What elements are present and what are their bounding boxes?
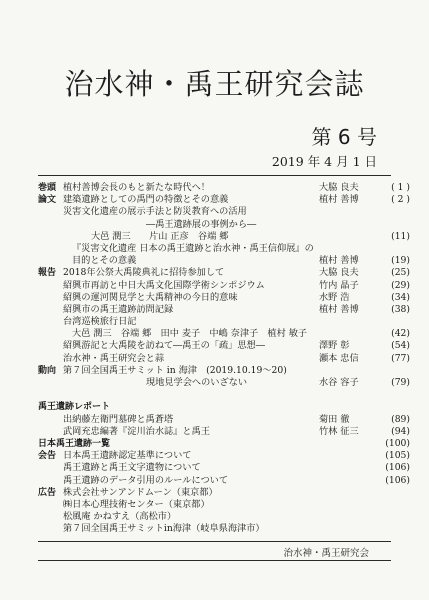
toc-category: 動向: [38, 365, 57, 376]
footer-rule-top: [38, 541, 391, 542]
top-rule: [38, 175, 391, 176]
toc-page: (29): [391, 279, 410, 291]
toc-page: (89): [391, 413, 410, 425]
toc-row: [38, 389, 410, 401]
toc-author: 澤野 彰: [319, 340, 350, 352]
toc-row: [38, 523, 410, 535]
toc-row: [38, 280, 410, 292]
issue-number: 第 6 号: [311, 125, 377, 149]
toc-row: [38, 243, 410, 255]
toc-author: 竹内 晶子: [319, 279, 359, 291]
toc-page: (106): [385, 474, 410, 486]
toc-page: (19): [391, 255, 410, 267]
toc-author: 水野 浩: [319, 291, 350, 303]
toc-page: (34): [391, 291, 410, 303]
toc-title: 台湾巡検旅行日記: [63, 316, 137, 328]
toc-author: 植村 善博: [319, 194, 359, 206]
toc-title: 禹王遺跡レポート: [38, 402, 111, 413]
toc-author: 大脇 良夫: [319, 267, 359, 279]
toc-author: 植村 善博: [319, 303, 359, 315]
toc-category: 広告: [38, 487, 57, 498]
footer-rule-bottom: [38, 560, 391, 561]
toc-author: 菊田 徹: [319, 413, 350, 425]
toc-row: [38, 499, 410, 511]
toc-title: 現地見学会へのいざない: [146, 377, 248, 388]
toc-row: [38, 267, 410, 279]
toc-title: 第７回全国禹王サミット in 海津 (2019.10.19～20): [63, 364, 287, 376]
toc-title: 出納藤左衛門墓碑と禹蒼塔: [63, 413, 174, 425]
toc-page: (105): [385, 450, 410, 462]
toc-row: [38, 292, 410, 304]
toc-page: ( 2 ): [391, 194, 410, 206]
toc-row: [38, 438, 410, 450]
toc-page: ( 1 ): [391, 182, 410, 193]
toc-row: [38, 475, 410, 487]
toc-row: [38, 401, 410, 413]
toc-author: 植村 善博: [319, 255, 359, 267]
toc-title: ―禹王遺跡展の事例から―: [146, 218, 257, 230]
toc-row: [38, 340, 410, 352]
issue-date: 2019 年 4 月 1 日: [271, 154, 377, 169]
toc-title: 紹興市の禹王遺跡訪問記録: [63, 303, 174, 315]
toc-row: [38, 255, 410, 267]
toc-title: 大邑 潤三 谷端 郷 田中 麦子 中嶋 奈津子 植村 敏子: [72, 328, 308, 340]
toc-title: 目的とその意義: [72, 255, 137, 267]
toc-title: 紹興の運河関見学と大禹精神の今日的意味: [63, 291, 238, 303]
toc-row: [38, 219, 410, 231]
toc-page: (42): [391, 328, 410, 340]
toc-row: [38, 487, 410, 499]
toc-title: 禹王遺跡のデータ引用のルールについて: [63, 474, 229, 486]
toc-row: [38, 353, 410, 365]
toc-title: 紹興游記と大禹陵を訪ねて―禹王の「疏」思想―: [63, 340, 265, 352]
toc-page: (25): [391, 267, 410, 279]
toc-author: 瀬本 忠信: [319, 352, 359, 364]
toc-title: 株式会社サンアンドムーン（東京都）: [63, 486, 218, 498]
toc-row: [38, 511, 410, 523]
toc-row: [38, 328, 410, 340]
toc-title: 紹興市再訪と中日大禹文化国際学術シンポジウム: [63, 279, 265, 291]
toc-author: 水谷 容子: [319, 377, 359, 388]
toc-author: 竹林 征三: [319, 425, 359, 437]
toc-title: 松風庵 かねすえ（高松市）: [63, 511, 177, 523]
toc-title: 2018年公祭大禹陵典礼に招待参加して: [63, 267, 225, 279]
toc-page: (11): [391, 230, 410, 242]
toc-title: 日本禹王遺跡認定基準について: [63, 450, 192, 462]
toc-title: 植村善博会長のもと新たな時代へ！: [63, 182, 210, 193]
toc-title: 第７回全国禹王サミットin海津（岐阜県海津市）: [63, 523, 265, 535]
toc-row: [38, 414, 410, 426]
toc-row: [38, 182, 410, 194]
toc-title: 『災害文化遺産 日本の禹王遺跡と治水神・禹王信仰展』の: [72, 242, 314, 254]
toc-category: 論文: [38, 195, 57, 206]
toc-category: 巻頭: [38, 183, 57, 193]
toc-title: 治水神・禹王研究会と蒜: [63, 352, 165, 364]
toc-page: (38): [391, 303, 410, 315]
toc-page: (100): [385, 437, 410, 449]
publisher-footer: 治水神・禹王研究会: [283, 548, 369, 559]
toc-title: 建築遺跡としての禹門の特徴とその意義: [63, 194, 229, 206]
toc-title: 日本禹王遺跡一覧: [38, 438, 111, 449]
toc-category: 報告: [38, 268, 57, 279]
toc-category: 会告: [38, 451, 57, 462]
table-of-contents: [38, 182, 410, 535]
journal-title: 治水神・禹王研究会誌: [64, 67, 365, 101]
toc-page: (77): [391, 352, 410, 364]
toc-page: (79): [391, 377, 410, 388]
toc-page: (54): [391, 340, 410, 352]
toc-page: (106): [385, 462, 410, 474]
toc-title: ㈱日本心理技術センター（東京都）: [63, 498, 210, 510]
toc-title: 武岡充忠編著『淀川治水誌』と禹王: [63, 425, 210, 437]
toc-row: [38, 365, 410, 377]
toc-page: (94): [391, 425, 410, 437]
toc-author: 大脇 良夫: [319, 182, 359, 193]
toc-title: 大邑 潤三 片山 正彦 谷端 郷: [91, 230, 229, 242]
toc-row: [38, 304, 410, 316]
toc-row: [38, 194, 410, 206]
toc-row: [38, 462, 410, 474]
toc-row: [38, 426, 410, 438]
toc-title: 禹王遺跡と禹王文字遺物について: [63, 462, 201, 474]
toc-title: 災害文化遺産の展示手法と防災教育への活用: [63, 206, 247, 218]
toc-row: [38, 377, 410, 389]
toc-row: [38, 450, 410, 462]
toc-row: [38, 316, 410, 328]
toc-row: [38, 231, 410, 243]
toc-row: [38, 206, 410, 218]
